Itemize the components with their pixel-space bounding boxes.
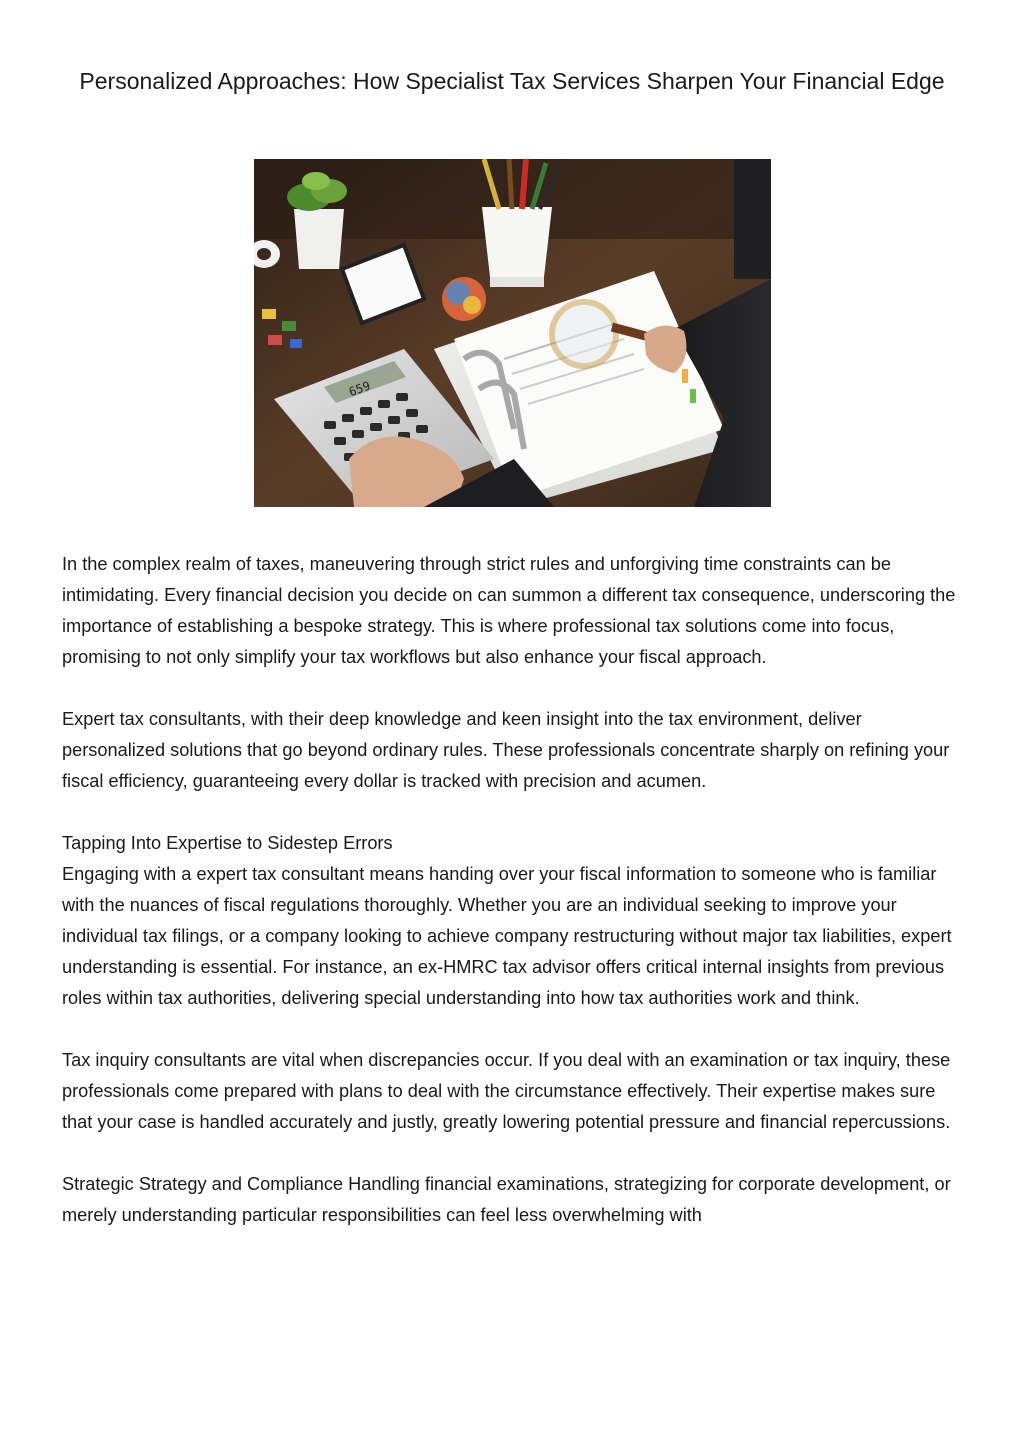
hero-image — [254, 159, 771, 507]
section-heading-expertise: Tapping Into Expertise to Sidestep Errors — [62, 833, 393, 853]
page-title: Personalized Approaches: How Specialist Tax Services Sharpen Your Financial Edge — [79, 68, 945, 94]
article-body — [62, 549, 968, 1231]
calculator-display: 659 — [346, 378, 373, 400]
expertise-paragraph-1: Engaging with a expert tax consultant means handing over your fiscal information to someone who is familiar with the nuances of fiscal regulations thoroughly. Whether you are an individual seeking to improve your individual tax filings, or a company looking to achieve company restructuring without major tax liabilities, expert understanding is essential. For instance, an ex-HMRC tax advisor offers critical internal insights from previous roles within tax authorities, delivering special understanding into how tax authorities work and think. — [62, 864, 952, 1008]
tax-audit-photo-icon — [254, 159, 771, 507]
strategy-paragraph: Strategic Strategy and Compliance Handling financial examinations, strategizing for corporate development, or merely understanding particular responsibilities can feel less overwhelming with — [62, 1174, 951, 1225]
intro-paragraph-1: In the complex realm of taxes, maneuvering through strict rules and unforgiving time constraints can be intimidating. Every financial decision you decide on can summon a different tax consequence, underscoring the importance of establishing a bespoke strategy. This is where professional tax solutions come into focus, promising to not only simplify your tax workflows but also enhance your fiscal approach. — [62, 554, 956, 667]
intro-paragraph-2: Expert tax consultants, with their deep knowledge and keen insight into the tax environment, deliver personalized solutions that go beyond ordinary rules. These professionals concentrate sharply on refining your fiscal efficiency, guaranteeing every dollar is tracked with precision and acumen. — [62, 709, 950, 791]
expertise-paragraph-2: Tax inquiry consultants are vital when discrepancies occur. If you deal with an examination or tax inquiry, these professionals come prepared with plans to deal with the circumstance effectively. Their expertise makes sure that your case is handled accurately and justly, greatly lowering potential pressure and financial repercussions. — [62, 1050, 951, 1132]
